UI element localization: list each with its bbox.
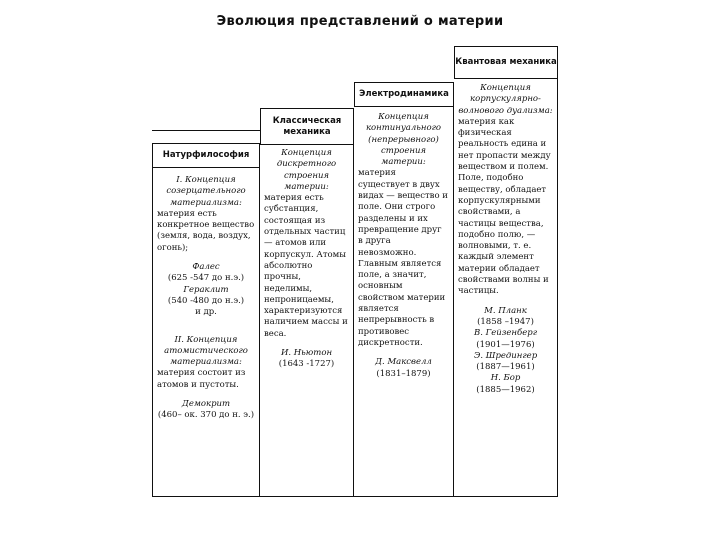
- person-name: Н. Бор: [490, 373, 521, 384]
- column-electrodynamics: [354, 106, 454, 497]
- person-name: М. Планк: [484, 305, 527, 316]
- concept-text: материя состоит из атомов и пустоты.: [157, 368, 246, 390]
- concept-text: материя есть конкретное вещество (земля, вода, воздух, огонь);: [157, 208, 255, 253]
- column-header-electrodynamics: [354, 82, 454, 106]
- person-name: И. Ньютон: [280, 348, 333, 359]
- column-header-label: Электродинамика: [359, 89, 449, 100]
- concept-title: II. Концепция атомистического материализма:: [164, 334, 248, 368]
- column-classical-mechanics: [260, 144, 354, 497]
- concept-text: материя как физическая реальность едина и нет пропасти между веществом и полем. Поле, подобно веществу, обладает корпускулярными свойствами, а частицы вещества, подобно полю, — волновыми, т. е. каждый элемент материи обладает свойствами волны и частицы.: [458, 116, 551, 297]
- column-header-natural-philosophy: [152, 143, 260, 167]
- column-header-classical-mechanics: [260, 108, 354, 144]
- concept-title: I. Концепция созерцательного материализма:: [166, 175, 246, 208]
- person-years: (1858 –1947): [477, 316, 534, 327]
- person-years: (625 -547 до н.э.): [167, 273, 245, 284]
- person-years: (1831–1879): [376, 368, 431, 379]
- concept-text: материя есть субстанция, состоящая из отдельных частиц — атомов или корпускул. Атомы абсолютно прочны, неделимы, непроницаемы, характеризуются наличием массы и веса.: [264, 193, 348, 339]
- person-years: (460– ок. 370 до н. э.): [157, 410, 255, 421]
- page-title: Эволюция представлений о материи: [216, 14, 504, 29]
- column-natural-philosophy: [152, 167, 260, 497]
- person-name: Э. Шредингер: [473, 350, 538, 361]
- staircase-line: [152, 130, 261, 131]
- person-years: (1885—1962): [476, 384, 535, 395]
- person-years: (540 -480 до н.э.): [167, 295, 245, 306]
- person-name: Демокрит: [181, 399, 231, 410]
- person-years: (1643 -1727): [278, 359, 335, 370]
- concept-title: Концепция континуального (непрерывного) строения материи:: [365, 112, 442, 168]
- person-years: (1901—1976): [476, 339, 535, 350]
- person-name: Гераклит: [183, 284, 229, 295]
- column-header-label: Квантовая механика: [455, 57, 557, 68]
- column-header-quantum-mechanics: [454, 46, 558, 78]
- etc-text: и др.: [195, 307, 217, 318]
- person-name: В. Гейзенберг: [473, 328, 537, 339]
- column-header-label: Классическая механика: [272, 116, 342, 137]
- concept-title: Концепция дискретного строения материи:: [276, 148, 337, 192]
- person-name: Фалес: [192, 262, 220, 273]
- column-header-label: Натурфилософия: [162, 150, 250, 161]
- column-quantum-mechanics: [454, 78, 558, 497]
- concept-text: материя существует в двух видах — вещество и поле. Они строго разделены и их превращение друг в друга невозможно. Главным является поле, а значит, основным свойством материи является непрерывность в противовес дискретности.: [358, 168, 448, 348]
- person-name: Д. Максвелл: [375, 357, 432, 368]
- person-years: (1887—1961): [476, 362, 535, 373]
- concept-title: Концепция корпускулярно-волнового дуализма:: [458, 83, 553, 116]
